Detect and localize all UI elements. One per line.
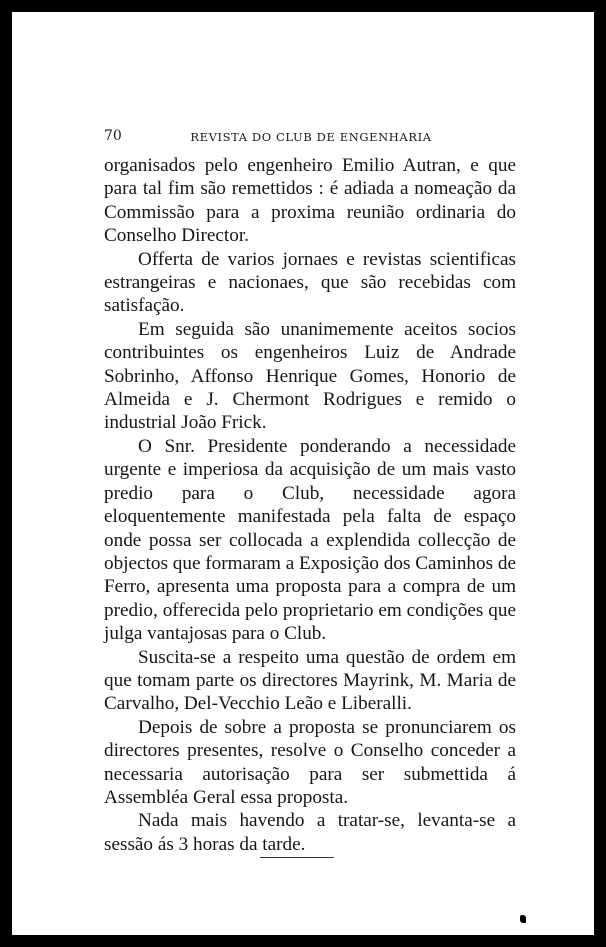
ink-mark <box>520 915 526 923</box>
journal-title: REVISTA DO CLUB DE ENGENHARIA <box>190 130 432 144</box>
paragraph: organisados pelo engenheiro Emilio Autran, e que para tal fim são remettidos : é adiada a nomeação da Commissão para a proxima reunião ordinaria do Conselho Director. <box>104 155 516 247</box>
page-number: 70 <box>104 128 122 144</box>
scanned-page <box>12 12 594 935</box>
end-rule <box>260 857 334 858</box>
paragraph: Nada mais havendo a tratar-se, levanta-se a sessão ás 3 horas da tarde. <box>104 810 516 855</box>
paragraph: Em seguida são unanimemente aceitos socios contribuintes os engenheiros Luiz de Andrade Sobrinho, Affonso Henrique Gomes, Honorio de Almeida e J. Chermont Rodrigues e remido o industrial João Frick. <box>104 318 516 434</box>
paragraph: Suscita-se a respeito uma questão de ordem em que tomam parte os directores Mayrink, M. Maria de Carvalho, Del-Vecchio Leão e Liberalli. <box>104 646 516 715</box>
article-body <box>104 154 516 856</box>
paragraph: O Snr. Presidente ponderando a necessidade urgente e imperiosa da acquisição de um mais vasto predio para o Club, necessidade agora eloquentemente manifestada pela falta de espaço onde possa ser collocada a explendida collecção de objectos que formaram a Exposição dos Caminhos de Ferro, apresenta uma proposta para a compra de um predio, offerecida pelo proprietario em condições que julga vantajosas para o Club. <box>104 435 516 645</box>
paragraph: Offerta de varios jornaes e revistas scientificas estrangeiras e nacionaes, que são recebidas com satisfação. <box>104 248 516 317</box>
paragraph: Depois de sobre a proposta se pronunciarem os directores presentes, resolve o Conselho conceder a necessaria autorisação para ser submettida á Assembléa Geral essa proposta. <box>104 716 516 808</box>
